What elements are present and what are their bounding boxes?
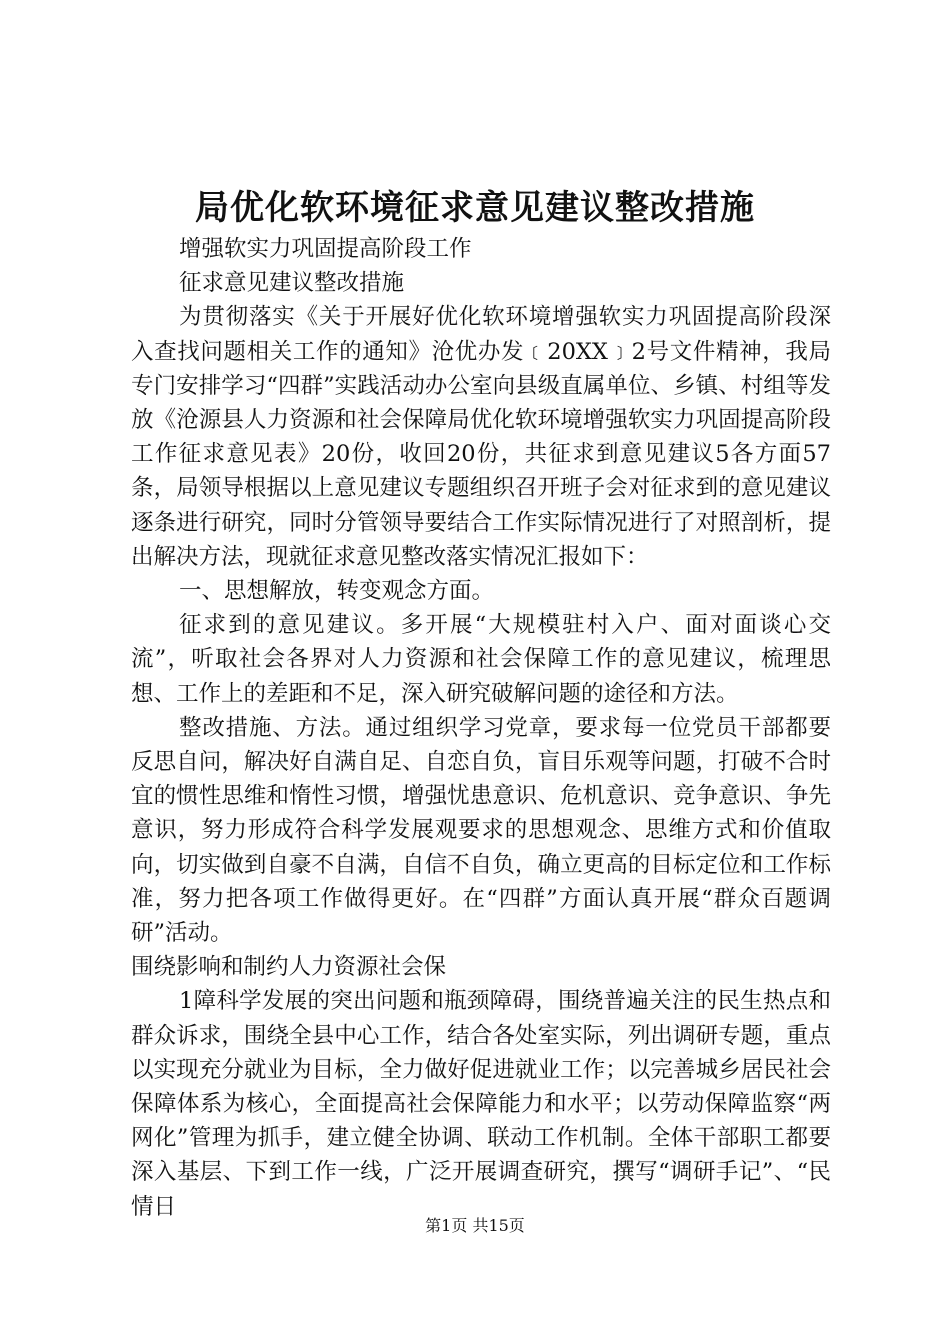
body-paragraph: 增强软实力巩固提高阶段工作 <box>179 236 472 262</box>
body-paragraph: 征求到的意见建议。多开展“大规模驻村入户、面对面谈心交流”，听取社会各界对人力资源和社会保障工作的意见建议，梳理思想、工作上的差距和不足，深入研究破解问题的途径和方法。 <box>131 612 831 707</box>
body-paragraph: 整改措施、方法。通过组织学习党章，要求每一位党员干部都要反思自问，解决好自满自足、自恋自负，盲目乐观等问题，打破不合时宜的惯性思维和惰性习惯，增强忧患意识、危机意识、竞争意识、争先意识，努力形成符合科学发展观要求的思想观念、思维方式和价值取向，切实做到自豪不自满，自信不自负，确立更高的目标定位和工作标准，努力把各项工作做得更好。在“四群”方面认真开展“群众百题调研”活动。 <box>131 714 831 947</box>
page-number-footer: 第1页 共15页 <box>425 1216 525 1235</box>
document-body <box>131 232 831 1224</box>
section-heading: 一、思想解放，转变观念方面。 <box>179 578 495 605</box>
body-paragraph: 1障科学发展的突出问题和瓶颈障碍，围绕普遍关注的民生热点和群众诉求，围绕全县中心工作，结合各处室实际，列出调研专题，重点以实现充分就业为目标，全力做好促进就业工作；以完善城乡居民社会保障体系为核心，全面提高社会保障能力和水平；以劳动保障监察“两网化”管理为抓手，建立健全协调、联动工作机制。全体干部职工都要深入基层、下到工作一线，广泛开展调查研究，撰写“调研手记”、“民情日 <box>131 988 831 1220</box>
body-paragraph: 征求意见建议整改措施 <box>179 270 405 297</box>
document-title: 局优化软环境征求意见建议整改措施 <box>195 188 755 228</box>
body-paragraph: 围绕影响和制约人力资源社会保 <box>131 954 447 981</box>
body-paragraph: 为贯彻落实《关于开展好优化软环境增强软实力巩固提高阶段深入查找问题相关工作的通知》沧优办发﹝20XX﹞2号文件精神，我局专门安排学习“四群”实践活动办公室向县级直属单位、乡镇、村组等发放《沧源县人力资源和社会保障局优化软环境增强软实力巩固提高阶段工作征求意见表》20份，收回20份，共征求到意见建议5各方面57条，局领导根据以上意见建议专题组织召开班子会对征求到的意见建议逐条进行研究，同时分管领导要结合工作实际情况进行了对照剖析，提出解决方法，现就征求意见整改落实情况汇报如下： <box>131 304 831 570</box>
